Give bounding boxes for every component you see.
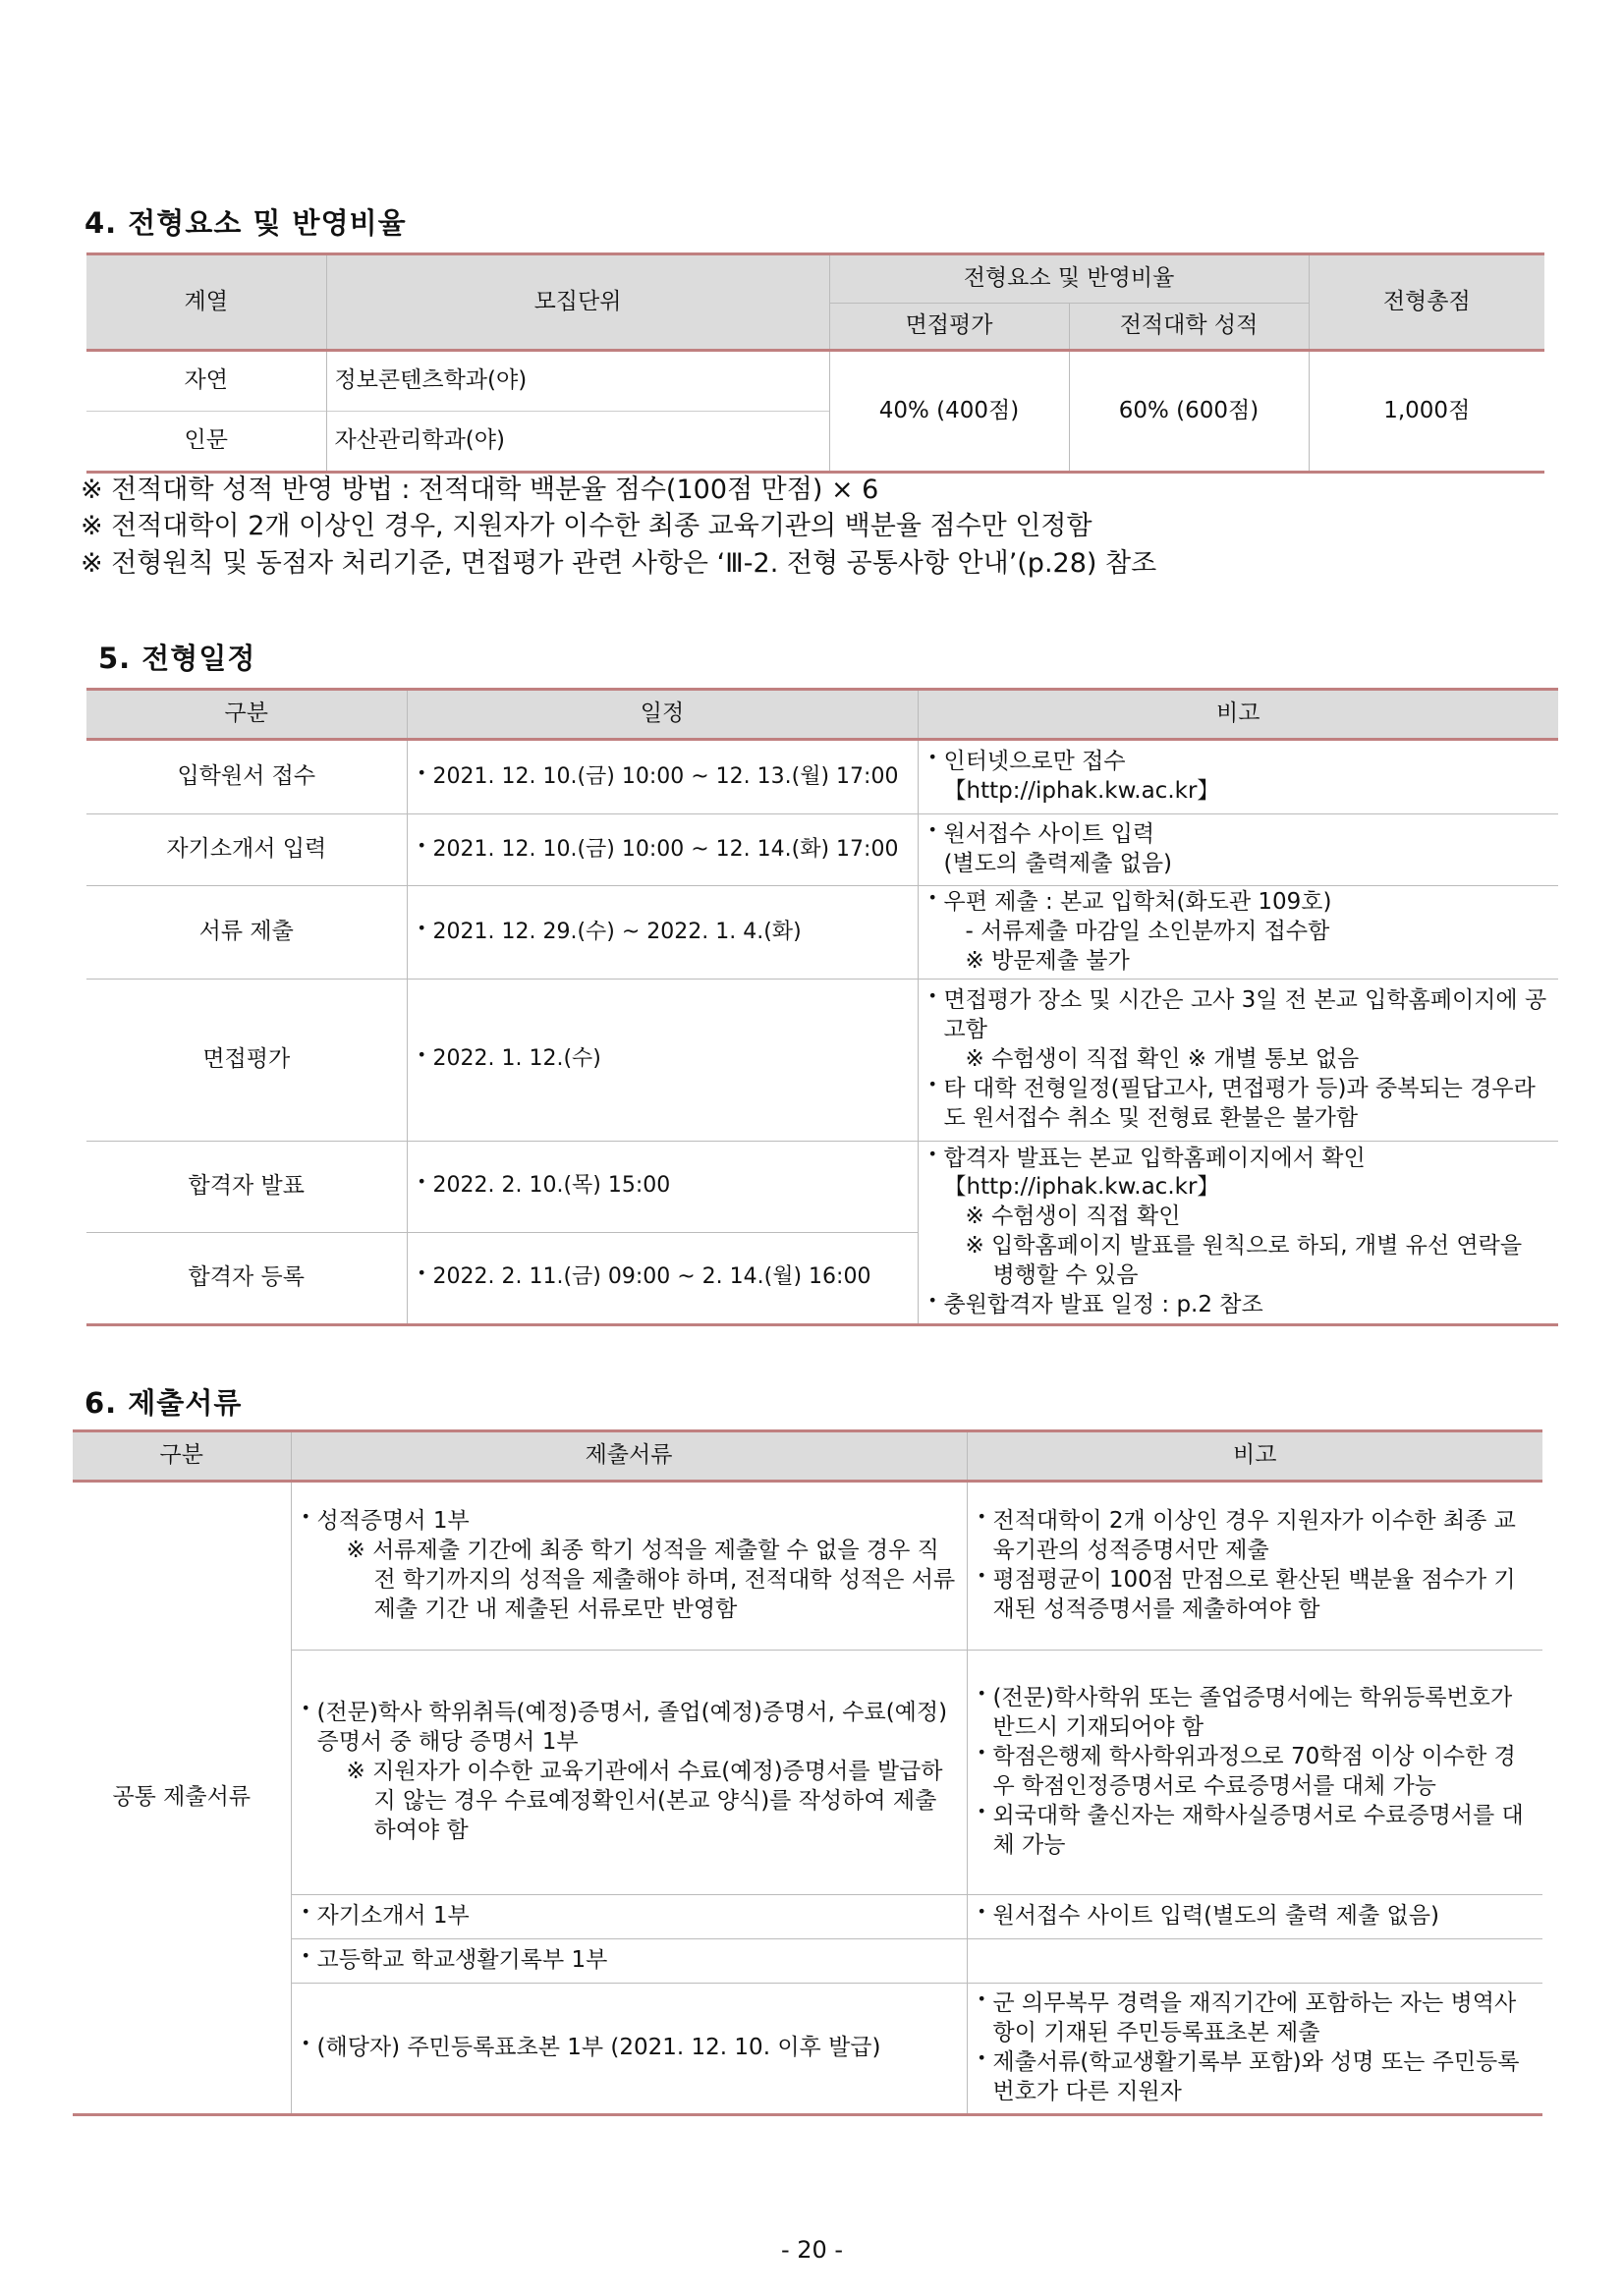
site-link: 【http://iphak.kw.ac.kr】 [943,1174,1220,1201]
remark-item: • (전문)학사학위 또는 졸업증명서에는 학위등록번호가 반드시 기재되어야 함 [976,1684,1536,1743]
schedule-cell: • 2022. 1. 12.(수) [416,1045,910,1074]
table-row [86,351,1544,412]
document-note: ※ 지원자가 이수한 교육기관에서 수료(예정)증명서를 발급하지 않는 경우 수료예정확인서(본교 양식)를 작성하여 제출하여야 함 [346,1759,943,1843]
remark-item: • 원서접수 사이트 입력 (별도의 출력제출 없음) [926,820,1551,879]
category-cell: 합격자 발표 [86,1141,407,1232]
header-category: 구분 [73,1431,291,1482]
header-schedule: 일정 [407,690,918,740]
schedule-cell: • 2021. 12. 10.(금) 10:00 ~ 12. 13.(월) 17:00 [416,763,910,792]
category-cell: 면접평가 [86,979,407,1141]
header-elements: 전형요소 및 반영비율 [829,254,1309,304]
remark-item: • 군 의무복무 경력을 재직기간에 포함하는 자는 병역사항이 기재된 주민등록표초본 제출 [976,1989,1536,2048]
table-row [73,1895,1542,1939]
table-row [73,1939,1542,1984]
table-row [86,1141,1558,1232]
document-item: • (전문)학사 학위취득(예정)증명서, 졸업(예정)증명서, 수료(예정)증명서 중 해당 증명서 1부 ※ 지원자가 이수한 교육기관에서 수료(예정)증명서를 발급하지 않는 경우 수료예정확인서(본교 양식)를 작성하여 제출하여야 함 [300,1699,959,1845]
remark-item: • 전적대학이 2개 이상인 경우 지원자가 이수한 최종 교육기관의 성적증명서만 제출 [976,1507,1536,1566]
table-row [73,1651,1542,1895]
header-remarks: 비고 [967,1431,1542,1482]
total-value: 1,000점 [1309,351,1544,473]
field-cell: 인문 [86,412,326,473]
documents-table [73,1429,1542,2116]
selection-ratio-table [86,252,1544,474]
remark-item: • 평점평균이 100점 만점으로 환산된 백분율 점수가 기재된 성적증명서를 제출하여야 함 [976,1566,1536,1625]
note-item: ※ 전적대학이 2개 이상인 경우, 지원자가 이수한 최종 교육기관의 백분율 점수만 인정함 [81,511,1092,542]
category-cell: 자기소개서 입력 [86,814,407,886]
field-cell: 자연 [184,367,228,394]
header-remarks: 비고 [918,690,1558,740]
table-row [73,1482,1542,1651]
table-row [86,814,1558,886]
remark-item: • 면접평가 장소 및 시간은 고사 3일 전 본교 입학홈페이지에 공고함 ※ 수험생이 직접 확인 ※ 개별 통보 없음 [926,986,1551,1075]
category-cell: 입학원서 접수 [177,763,316,790]
header-interview: 면접평가 [829,304,1069,351]
schedule-cell: • 2021. 12. 10.(금) 10:00 ~ 12. 14.(화) 17:00 [416,836,910,865]
schedule-cell: • 2021. 12. 29.(수) ~ 2022. 1. 4.(화) [416,919,910,947]
remark-item: • 외국대학 출신자는 재학사실증명서로 수료증명서를 대체 가능 [976,1802,1536,1861]
remark-item: • 제출서류(학교생활기록부 포함)와 성명 또는 주민등록번호가 다른 지원자 [976,2048,1536,2107]
table-row [86,886,1558,980]
header-category: 구분 [86,690,407,740]
remark-item: • 원서접수 사이트 입력(별도의 출력 제출 없음) [976,1902,1536,1932]
category-cell: 합격자 등록 [86,1232,407,1324]
note-item: ※ 전형원칙 및 동점자 처리기준, 면접평가 관련 사항은 ‘Ⅲ-2. 전형 공통사항 안내’(p.28) 참조 [81,547,1157,579]
remark-item: • 충원합격자 발표 일정 : p.2 참조 [926,1291,1551,1320]
table-row [73,1984,1542,2115]
section5-title: 5. 전형일정 [98,642,256,675]
site-link: 【http://iphak.kw.ac.kr】 [943,778,1220,804]
document-item: • 고등학교 학교생활기록부 1부 [300,1946,959,1976]
document-item: • 자기소개서 1부 [300,1902,959,1932]
header-field: 계열 [86,254,326,351]
remark-item: • 우편 제출 : 본교 입학처(화도관 109호) - 서류제출 마감일 소인분까지 접수함 ※ 방문제출 불가 [926,888,1551,977]
category-cell: 공통 제출서류 [73,1482,291,2115]
table-row [86,740,1558,814]
remark-item: • 학점은행제 학사학위과정으로 70학점 이상 이수한 경우 학점인정증명서로 수료증명서를 대체 가능 [976,1743,1536,1802]
unit-cell: 정보콘텐츠학과(야) [326,351,829,412]
grades-value: 60% (600점) [1069,351,1309,473]
document-item: • 성적증명서 1부 ※ 서류제출 기간에 최종 학기 성적을 제출할 수 없을 경우 직전 학기까지의 성적을 제출해야 하며, 전적대학 성적은 서류제출 기간 내 제출된 서류로만 반영함 [300,1507,959,1625]
document-note: ※ 서류제출 기간에 최종 학기 성적을 제출할 수 없을 경우 직전 학기까지의 성적을 제출해야 하며, 전적대학 성적은 서류제출 기간 내 제출된 서류로만 반영함 [346,1538,956,1622]
remark-item: • 인터넷으로만 접수 【http://iphak.kw.ac.kr】 [926,748,1551,807]
schedule-cell: • 2022. 2. 10.(목) 15:00 [416,1172,910,1201]
interview-value: 40% (400점) [829,351,1069,473]
schedule-cell: • 2022. 2. 11.(금) 09:00 ~ 2. 14.(월) 16:00 [416,1263,910,1292]
unit-cell: 자산관리학과(야) [326,412,829,473]
remark-item: • 합격자 발표는 본교 입학홈페이지에서 확인 【http://iphak.kw.ac.kr】 ※ 수험생이 직접 확인 ※ 입학홈페이지 발표를 원칙으로 하되, 개별 유선 연락을 병행할 수 있음 [926,1145,1551,1291]
header-unit: 모집단위 [326,254,829,351]
section4-title: 4. 전형요소 및 반영비율 [84,206,407,240]
note-item: ※ 전적대학 성적 반영 방법 : 전적대학 백분율 점수(100점 만점) × 6 [81,475,879,505]
remark-item: • 타 대학 전형일정(필답고사, 면접평가 등)과 중복되는 경우라도 원서접수 취소 및 전형료 환불은 불가함 [926,1075,1551,1134]
section6-title: 6. 제출서류 [84,1386,243,1420]
category-cell: 서류 제출 [86,886,407,980]
schedule-table [86,688,1558,1326]
header-grades: 전적대학 성적 [1069,304,1309,351]
page-number: - 20 - [780,2236,844,2264]
section4-notes [81,472,1156,582]
table-row [86,979,1558,1141]
header-total: 전형총점 [1309,254,1544,351]
header-documents: 제출서류 [291,1431,967,1482]
document-item: • (해당자) 주민등록표초본 1부 (2021. 12. 10. 이후 발급) [300,2034,959,2063]
